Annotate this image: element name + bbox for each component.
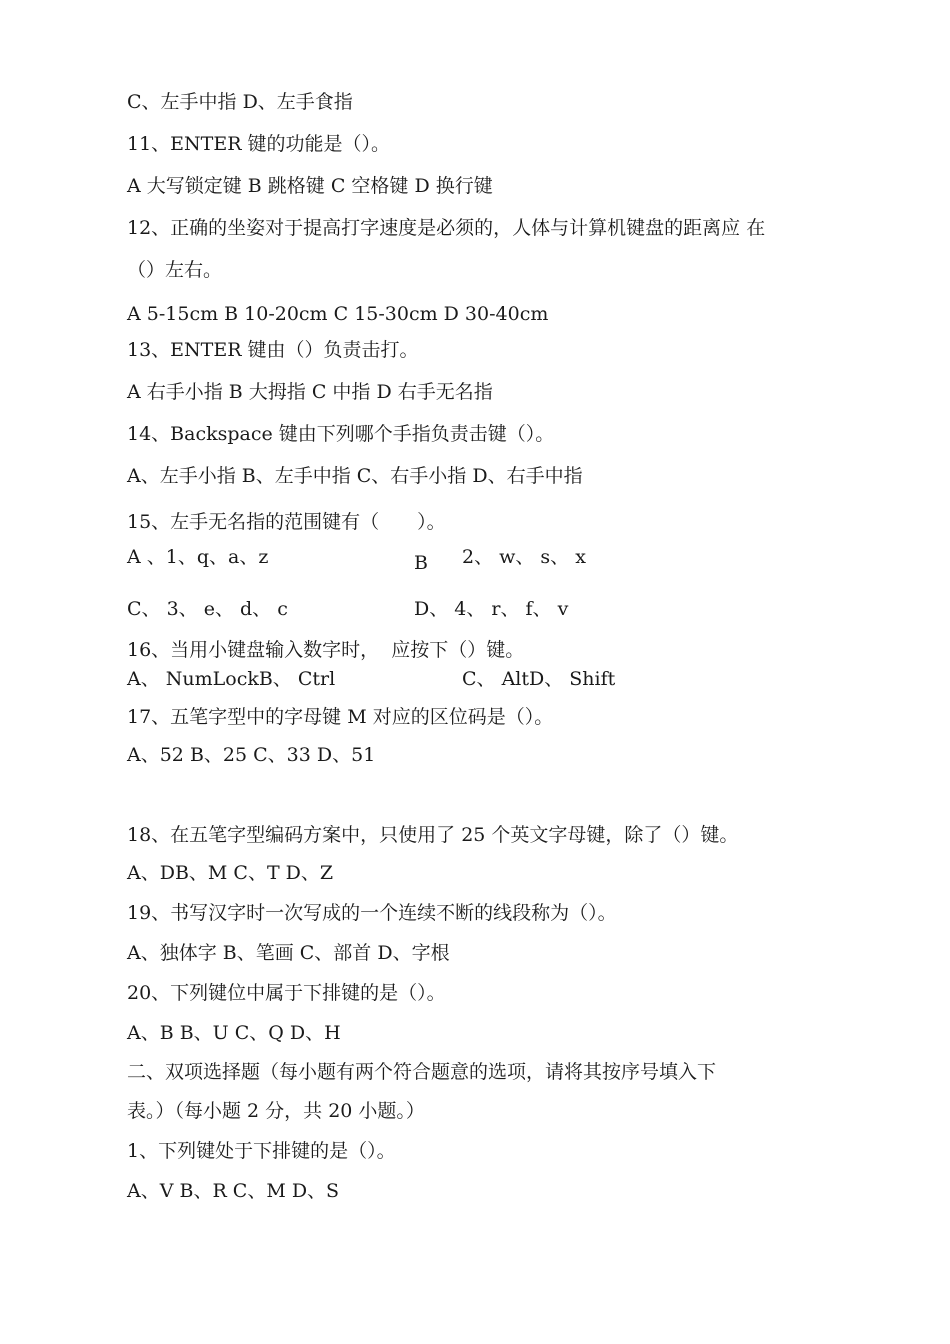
q17-options: A、52 B、25 C、33 D、51	[127, 744, 376, 766]
s2-q1-text: 1、下列键处于下排键的是（）。	[127, 1140, 396, 1162]
s2-q1-options: A、V B、R C、M D、S	[127, 1180, 340, 1202]
q12-text: 12、正确的坐姿对于提高打字速度是必须的，人体与计算机键盘的距离应 在	[127, 217, 766, 239]
q16-options-ab: A、 NumLockB、 Ctrl	[127, 668, 336, 690]
q16-options-cd: C、 AltD、 Shift	[462, 668, 616, 690]
q20-options: A、B B、U C、Q D、H	[127, 1022, 341, 1044]
q13-text: 13、ENTER 键由（）负责击打。	[127, 339, 419, 361]
q18-options: A、DB、M C、T D、Z	[127, 862, 334, 884]
q10-options: C、左手中指 D、左手食指	[127, 91, 353, 113]
section-two-heading: 二、双项选择题（每小题有两个符合题意的选项，请将其按序号填入下	[127, 1061, 717, 1083]
q14-text: 14、Backspace 键由下列哪个手指负责击键（）。	[127, 423, 555, 445]
q19-options: A、独体字 B、笔画 C、部首 D、字根	[127, 942, 450, 964]
q11-options: A 大写锁定键 B 跳格键 C 空格键 D 换行键	[127, 175, 493, 197]
q15-option-b-label: B	[414, 552, 428, 574]
q15-option-d: D、 4、 r、 f、 v	[414, 598, 569, 620]
section-two-heading-cont: 表。）（每小题 2 分，共 20 小题。）	[127, 1100, 425, 1122]
q15-text: 15、左手无名指的范围键有（ ）。	[127, 511, 446, 533]
q17-text: 17、五笔字型中的字母键 M 对应的区位码是（）。	[127, 706, 554, 728]
q15-option-b: 2、 w、 s、 x	[462, 546, 586, 568]
q12-text-cont: （）左右。	[127, 259, 223, 281]
q13-options: A 右手小指 B 大拇指 C 中指 D 右手无名指	[127, 381, 493, 403]
q15-option-a: A 、1、q、a、z	[127, 546, 269, 568]
q19-text: 19、书写汉字时一次写成的一个连续不断的线段称为（）。	[127, 902, 617, 924]
q15-option-c: C、 3、 e、 d、 c	[127, 598, 288, 620]
q20-text: 20、下列键位中属于下排键的是（）。	[127, 982, 446, 1004]
q16-text: 16、当用小键盘输入数字时， 应按下（）键。	[127, 639, 525, 661]
q12-options: A 5-15cm B 10-20cm C 15-30cm D 30-40cm	[127, 303, 549, 325]
q18-text: 18、在五笔字型编码方案中，只使用了 25 个英文字母键，除了（）键。	[127, 824, 739, 846]
q11-text: 11、ENTER 键的功能是（）。	[127, 133, 391, 155]
q14-options: A、左手小指 B、左手中指 C、右手小指 D、右手中指	[127, 465, 583, 487]
